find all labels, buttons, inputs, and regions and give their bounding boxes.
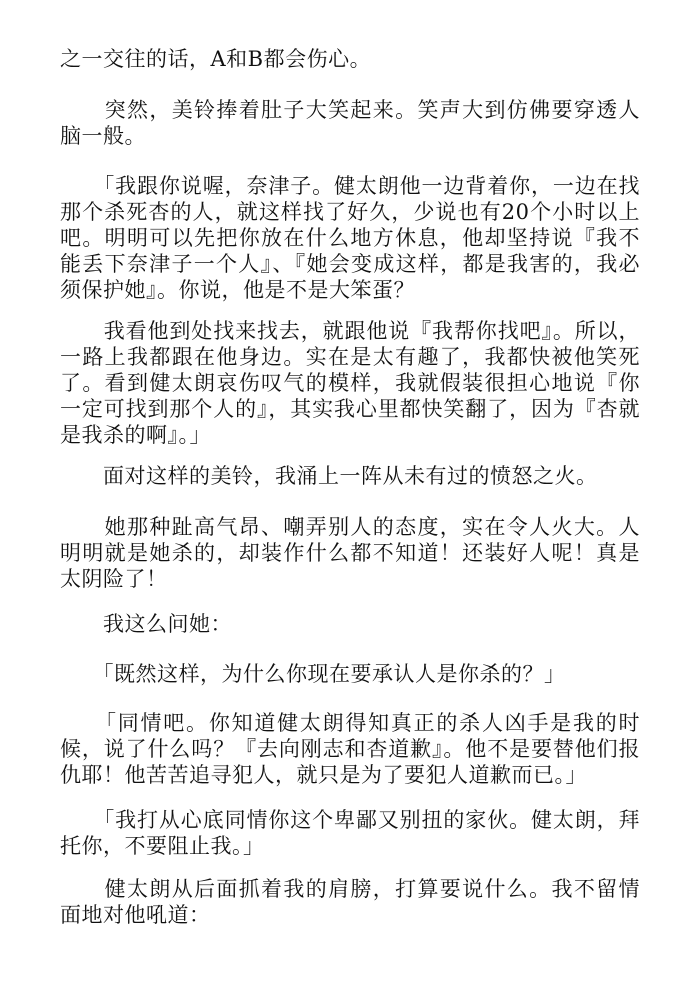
paragraph-6: 她那种趾高气昂、嘲弄别人的态度，实在令人火大。人明明就是她杀的，却装作什么都不知道！还装好人呢！真是太阴险了！ bbox=[60, 515, 640, 591]
paragraph-5: 面对这样的美铃，我涌上一阵从未有过的愤怒之火。 bbox=[60, 464, 598, 488]
paragraph-4: 我看他到处找来找去，就跟他说『我帮你找吧』。所以，一路上我都跟在他身边。实在是太有趣了，我都快被他笑死了。看到健太朗哀伤叹气的模样，我就假装很担心地说『你一定可找到那个人的』，其实我心里都快笑翻了，因为『杏就是我杀的啊』。」 bbox=[60, 319, 640, 447]
paragraph-11: 健太朗从后面抓着我的肩膀，打算要说什么。我不留情面地对他吼道： bbox=[60, 877, 640, 927]
paragraph-2: 突然，美铃捧着肚子大笑起来。笑声大到仿佛要穿透人脑一般。 bbox=[60, 98, 640, 148]
paragraph-3: 「我跟你说喔，奈津子。健太朗他一边背着你，一边在找那个杀死杏的人，就这样找了好久，少说也有20个小时以上吧。明明可以先把你放在什么地方休息，他却坚持说『我不能丢下奈津子一个人』、『她会变成这样，都是我害的，我必须保护她』。你说，他是不是大笨蛋？ bbox=[60, 174, 640, 302]
paragraph-8: 「既然这样，为什么你现在要承认人是你杀的？」 bbox=[60, 662, 566, 686]
paragraph-9: 「同情吧。你知道健太朗得知真正的杀人凶手是我的时候，说了什么吗？『去向刚志和杏道歉』。他不是要替他们报仇耶！他苦苦追寻犯人，就只是为了要犯人道歉而已。」 bbox=[60, 711, 640, 787]
paragraph-1: 之一交往的话，A和B都会伤心。 bbox=[60, 47, 372, 71]
paragraph-10: 「我打从心底同情你这个卑鄙又别扭的家伙。健太朗，拜托你，不要阻止我。」 bbox=[60, 808, 640, 858]
paragraph-7: 我这么问她： bbox=[60, 612, 232, 636]
